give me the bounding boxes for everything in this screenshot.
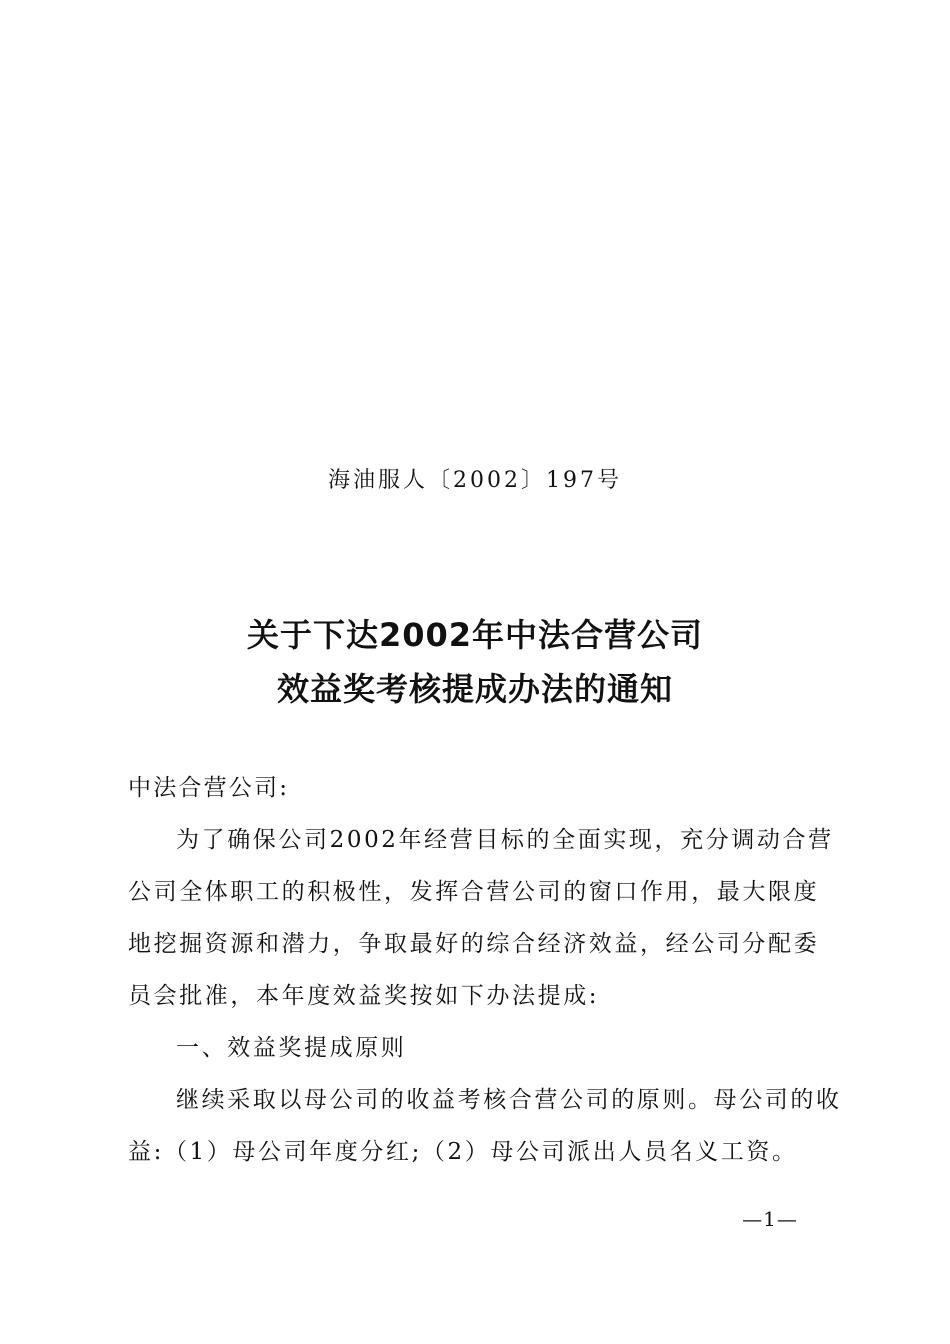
paragraph-line: 公司全体职工的积极性，发挥合营公司的窗口作用，最大限度 (128, 879, 820, 905)
section-heading (128, 1022, 840, 1074)
paragraph-intro (128, 814, 840, 1022)
paragraph-line: 员会批准，本年度效益奖按如下办法提成: (128, 983, 600, 1009)
paragraph-line: 地挖掘资源和潜力，争取最好的综合经济效益，经公司分配委 (128, 931, 820, 957)
paragraph-line: 为了确保公司2002年经营目标的全面实现，充分调动合营 (176, 827, 834, 853)
document-title-line1: 关于下达2002年中法合营公司 (246, 616, 704, 654)
page-number: —1— (742, 1207, 798, 1231)
paragraph-line: 继续采取以母公司的收益考核合营公司的原则。母公司的收 (176, 1087, 842, 1113)
paragraph-principle (128, 1074, 840, 1178)
paragraph-line: 益:（1）母公司年度分红;（2）母公司派出人员名义工资。 (128, 1139, 798, 1165)
section-heading-text: 一、效益奖提成原则 (176, 1035, 407, 1061)
document-number: 海油服人〔2002〕197号 (328, 468, 622, 493)
document-title-line2: 效益奖考核提成办法的通知 (276, 670, 673, 708)
salutation: 中法合营公司: (128, 775, 290, 801)
